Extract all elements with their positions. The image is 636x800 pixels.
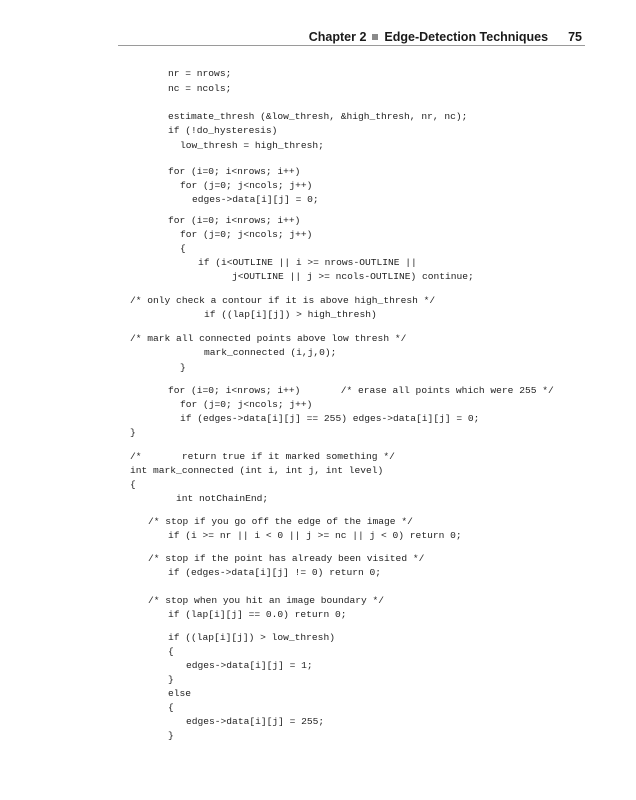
chapter-title: Edge-Detection Techniques: [384, 30, 549, 44]
code-line: for (j=0; j<ncols; j++): [180, 399, 313, 410]
code-line: {: [168, 646, 174, 657]
code-line: mark_connected (i,j,0);: [204, 347, 337, 358]
code-line: if (!do_hysteresis): [168, 125, 278, 136]
code-line: low_thresh = high_thresh;: [180, 140, 324, 151]
code-line: if ((lap[i][j]) > high_thresh): [204, 309, 377, 320]
code-line: if (edges->data[i][j] != 0) return 0;: [168, 567, 382, 578]
page-number: 75: [568, 30, 582, 44]
code-line: edges->data[i][j] = 255;: [186, 716, 325, 727]
code-line: }: [168, 730, 174, 741]
code-line: nc = ncols;: [168, 83, 232, 94]
code-line: for (i=0; i<nrows; i++): [168, 215, 301, 226]
code-line: {: [168, 702, 174, 713]
code-comment: /* return true if it marked something */: [130, 451, 395, 462]
chapter-label: Chapter 2: [308, 30, 367, 44]
code-line: }: [168, 674, 174, 685]
code-line: edges->data[i][j] = 0;: [192, 194, 319, 205]
code-comment: /* stop if the point has already been visited */: [148, 553, 425, 564]
code-line: else: [168, 688, 192, 699]
code-line: for (j=0; j<ncols; j++): [180, 229, 313, 240]
code-line: edges->data[i][j] = 1;: [186, 660, 313, 671]
code-line: for (j=0; j<ncols; j++): [180, 180, 313, 191]
code-line: {: [130, 479, 136, 490]
code-line: int notChainEnd;: [176, 493, 269, 504]
code-comment: /* mark all connected points above low thresh */: [130, 333, 407, 344]
code-line: j<OUTLINE || j >= ncols-OUTLINE) continue;: [232, 271, 474, 282]
code-line: }: [130, 427, 136, 438]
code-line: int mark_connected (int i, int j, int level): [130, 465, 384, 476]
code-comment: /* stop if you go off the edge of the image */: [148, 516, 413, 527]
code-comment: /* stop when you hit an image boundary */: [148, 595, 385, 606]
code-line: nr = nrows;: [168, 68, 232, 79]
code-line: {: [180, 243, 186, 254]
code-line: if (i<OUTLINE || i >= nrows-OUTLINE ||: [198, 257, 417, 268]
code-line: }: [180, 362, 186, 373]
code-comment: /* only check a contour if it is above high_thresh */: [130, 295, 436, 306]
code-line: if (edges->data[i][j] == 255) edges->data[i][j] = 0;: [180, 413, 480, 424]
code-line: if (lap[i][j] == 0.0) return 0;: [168, 609, 347, 620]
code-line: for (i=0; i<nrows; i++) /* erase all points which were 255 */: [168, 385, 554, 396]
code-line: if ((lap[i][j]) > low_thresh): [168, 632, 335, 643]
code-line: estimate_thresh (&low_thresh, &high_thresh, nr, nc);: [168, 111, 468, 122]
code-line: if (i >= nr || i < 0 || j >= nc || j < 0) return 0;: [168, 530, 462, 541]
code-line: for (i=0; i<nrows; i++): [168, 166, 301, 177]
